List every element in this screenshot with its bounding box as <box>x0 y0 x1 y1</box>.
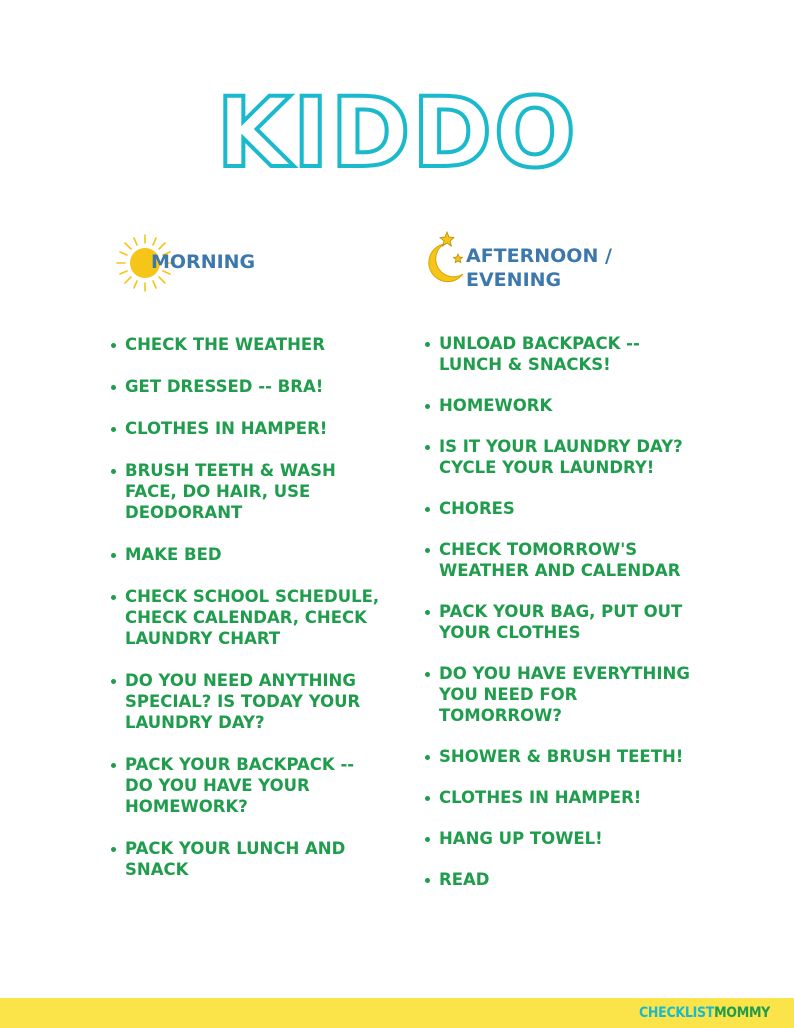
list-item: DO YOU NEED ANYTHING SPECIAL? IS TODAY YOUR LAUNDRY DAY? <box>111 670 391 733</box>
list-item: CHORES <box>425 498 735 519</box>
list-item: PACK YOUR LUNCH AND SNACK <box>111 838 391 880</box>
morning-checklist <box>111 334 391 901</box>
list-item: CHECK TOMORROW'S WEATHER AND CALENDAR <box>425 539 735 581</box>
brand-logo <box>639 1004 770 1022</box>
list-item: HANG UP TOWEL! <box>425 828 735 849</box>
list-item: CLOTHES IN HAMPER! <box>111 418 391 439</box>
list-item: IS IT YOUR LAUNDRY DAY? CYCLE YOUR LAUNDRY! <box>425 436 735 478</box>
morning-header <box>112 231 312 295</box>
evening-heading-line1: AFTERNOON / <box>466 245 612 267</box>
moon-stars-icon <box>420 230 470 286</box>
evening-header <box>420 230 650 294</box>
list-item: SHOWER & BRUSH TEETH! <box>425 746 735 767</box>
list-item: HOMEWORK <box>425 395 735 416</box>
list-item: PACK YOUR BAG, PUT OUT YOUR CLOTHES <box>425 601 735 643</box>
list-item: UNLOAD BACKPACK -- LUNCH & SNACKS! <box>425 333 735 375</box>
list-item: READ <box>425 869 735 890</box>
list-item: CHECK SCHOOL SCHEDULE, CHECK CALENDAR, CHECK LAUNDRY CHART <box>111 586 391 649</box>
list-item: CHECK THE WEATHER <box>111 334 391 355</box>
list-item: GET DRESSED -- BRA! <box>111 376 391 397</box>
morning-heading: MORNING <box>151 251 256 273</box>
list-item: MAKE BED <box>111 544 391 565</box>
list-item: DO YOU HAVE EVERYTHING YOU NEED FOR TOMORROW? <box>425 663 735 726</box>
list-item: BRUSH TEETH & WASH FACE, DO HAIR, USE DEODORANT <box>111 460 391 523</box>
page-title: KIDDO <box>216 77 578 189</box>
list-item: PACK YOUR BACKPACK -- DO YOU HAVE YOUR HOMEWORK? <box>111 754 391 817</box>
brand-part-1: CHECKLIST <box>638 1005 715 1021</box>
footer-bar <box>0 998 794 1028</box>
brand-part-2: MOMMY <box>714 1005 770 1021</box>
list-item: CLOTHES IN HAMPER! <box>425 787 735 808</box>
evening-heading-line2: EVENING <box>466 269 562 291</box>
evening-checklist <box>425 333 735 910</box>
